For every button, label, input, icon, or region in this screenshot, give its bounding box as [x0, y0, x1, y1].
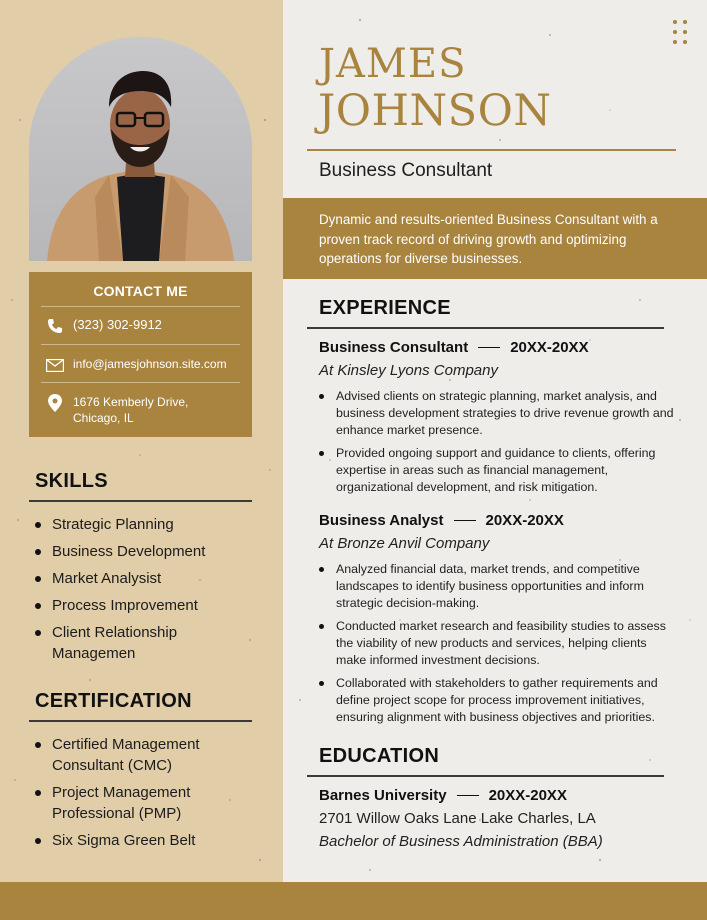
last-name: JOHNSON	[318, 86, 552, 136]
job-dates: 20XX-20XX	[510, 339, 589, 356]
dash	[454, 520, 476, 522]
list-item: Advised clients on strategic planning, market analysis, and business development strategies to drive revenue growth and enhance market presence.	[319, 388, 679, 439]
list-item: Six Sigma Green Belt	[35, 830, 240, 851]
job-header	[319, 512, 564, 529]
profile-photo	[29, 37, 252, 261]
contact-address-line2: Chicago, IL	[73, 411, 134, 425]
skills-heading: SKILLS	[35, 470, 108, 492]
job-bullets	[319, 388, 679, 502]
education-header	[319, 787, 567, 804]
dash	[457, 795, 479, 797]
certification-heading: CERTIFICATION	[35, 690, 192, 712]
divider	[307, 149, 676, 151]
phone-icon	[45, 317, 65, 335]
skills-list	[35, 514, 235, 664]
divider	[29, 720, 252, 722]
education-dates: 20XX-20XX	[488, 787, 567, 804]
list-item: Process Improvement	[35, 595, 235, 616]
divider	[41, 344, 240, 345]
job-title: Business Consultant	[319, 160, 493, 181]
list-item: Project Management Professional (PMP)	[35, 782, 240, 824]
contact-address-row	[45, 394, 188, 426]
job-company: At Bronze Anvil Company	[319, 535, 490, 552]
list-item: Certified Management Consultant (CMC)	[35, 734, 240, 776]
list-item: Business Development	[35, 541, 235, 562]
divider	[307, 775, 664, 777]
contact-phone-row[interactable]	[45, 317, 162, 335]
school-address: 2701 Willow Oaks Lane Lake Charles, LA	[319, 810, 596, 827]
list-item: Conducted market research and feasibility studies to assess the viability of new products and services, helping clients make informed investment decisions.	[319, 618, 679, 669]
list-item: Analyzed financial data, market trends, and competitive landscapes to identify business opportunities and inform strategic decision-making.	[319, 561, 679, 612]
summary-text: Dynamic and results-oriented Business Consultant with a proven track record of driving growth and optimizing operations for diverse businesses.	[319, 212, 658, 266]
list-item: Strategic Planning	[35, 514, 235, 535]
list-item: Provided ongoing support and guidance to clients, offering expertise in areas such as financial management, organizational development, and risk mitigation.	[319, 445, 679, 496]
job-role: Business Analyst	[319, 512, 444, 529]
first-name: JAMES	[319, 41, 467, 87]
divider	[307, 327, 664, 329]
location-pin-icon	[45, 394, 65, 412]
divider	[41, 382, 240, 383]
degree: Bachelor of Business Administration (BBA)	[319, 833, 603, 850]
list-item: Collaborated with stakeholders to gather requirements and define project scope for process improvement initiatives, ensuring alignment with business objectives and priorities.	[319, 675, 679, 726]
certification-list	[35, 734, 240, 851]
list-item: Client Relationship Managemen	[35, 622, 235, 664]
contact-email-row[interactable]	[45, 356, 227, 374]
footer-band	[0, 882, 707, 920]
job-header	[319, 339, 589, 356]
contact-phone: (323) 302-9912	[73, 317, 162, 332]
contact-email: info@jamesjohnson.site.com	[73, 357, 227, 371]
summary-band	[283, 198, 707, 279]
job-bullets	[319, 561, 679, 732]
dots-grid-icon	[673, 20, 691, 48]
divider	[29, 500, 252, 502]
job-role: Business Consultant	[319, 339, 469, 356]
list-item: Market Analysist	[35, 568, 235, 589]
contact-address-line1: 1676 Kemberly Drive,	[73, 395, 189, 409]
contact-card	[29, 272, 252, 437]
contact-heading: CONTACT ME	[93, 283, 188, 299]
education-heading: EDUCATION	[319, 745, 440, 767]
job-dates: 20XX-20XX	[485, 512, 564, 529]
mail-icon	[45, 356, 65, 374]
divider	[41, 306, 240, 307]
dash	[478, 347, 500, 349]
experience-heading: EXPERIENCE	[319, 297, 451, 319]
school-name: Barnes University	[319, 787, 447, 804]
sidebar	[0, 0, 283, 882]
job-company: At Kinsley Lyons Company	[319, 362, 498, 379]
